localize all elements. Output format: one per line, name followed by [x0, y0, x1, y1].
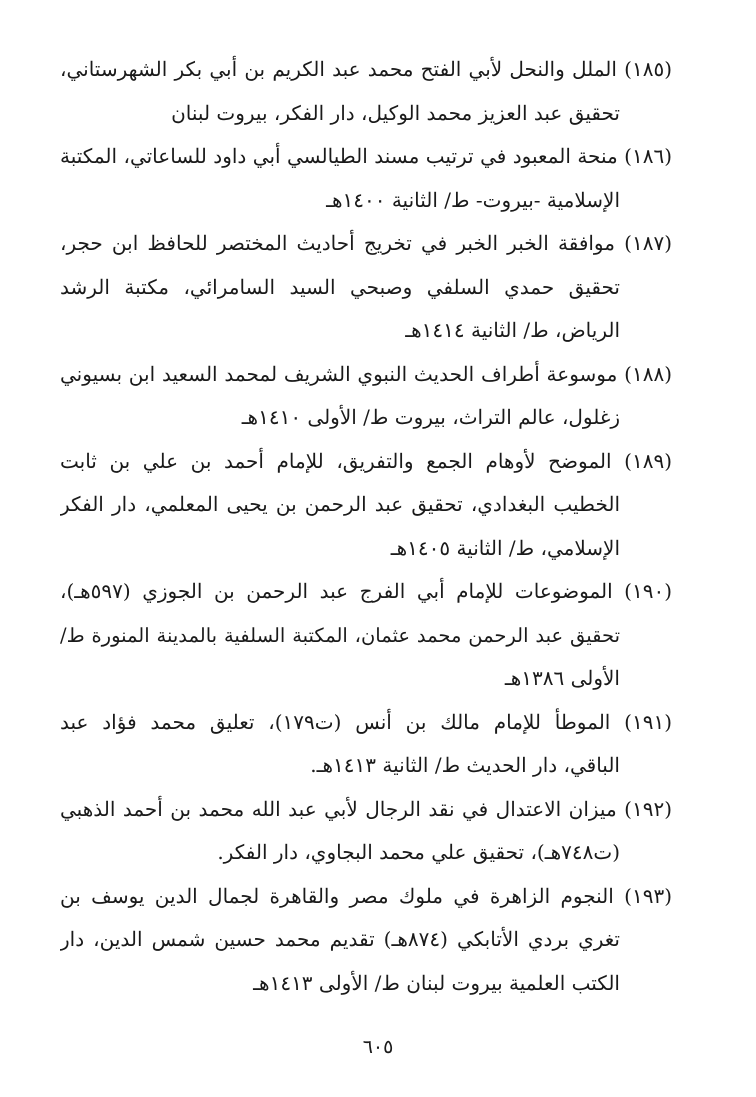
entry-line: الإسلامية -بيروت- ط/ الثانية ١٤٠٠هـ [326, 187, 620, 212]
entry-line: الكتب العلمية بيروت لبنان ط/ الأولى ١٤١٣هـ [253, 970, 620, 995]
entry-line: (١٨٥) الملل والنحل لأبي الفتح محمد عبد الكريم بن أبي بكر الشهرستاني، [60, 57, 672, 81]
bibliography-list [60, 48, 672, 1005]
bibliography-entry-189 [60, 440, 672, 571]
entry-line: (١٨٩) الموضح لأوهام الجمع والتفريق، للإمام أحمد بن علي بن ثابت [60, 448, 672, 473]
entry-line: (١٨٨) موسوعة أطراف الحديث النبوي الشريف لمحمد السعيد ابن بسيوني [60, 361, 672, 386]
entry-line: تحقيق حمدي السلفي وصبحي السيد السامرائي، مكتبة الرشد [60, 274, 620, 299]
entry-line: الباقي، دار الحديث ط/ الثانية ١٤١٣هـ. [310, 753, 620, 777]
entry-line: الرياض، ط/ الثانية ١٤١٤هـ [405, 318, 620, 342]
bibliography-entry-185 [60, 48, 672, 135]
entry-line: الإسلامي، ط/ الثانية ١٤٠٥هـ [390, 535, 620, 560]
entry-line: تحقيق عبد الرحمن محمد عثمان، المكتبة السلفية بالمدينة المنورة ط/ [60, 623, 620, 647]
entry-line: تحقيق عبد العزيز محمد الوكيل، دار الفكر، بيروت لبنان [171, 100, 620, 125]
bibliography-entry-188 [60, 353, 672, 440]
entry-line: (١٨٦) منحة المعبود في ترتيب مسند الطيالسي أبي داود للساعاتي، المكتبة [60, 144, 672, 168]
bibliography-entry-193 [60, 875, 672, 1006]
bibliography-entry-190 [60, 570, 672, 701]
entry-line: (١٨٧) موافقة الخبر الخبر في تخريج أحاديث المختصر للحافظ ابن حجر، [60, 231, 672, 255]
entry-line: الخطيب البغدادي، تحقيق عبد الرحمن بن يحيى المعلمي، دار الفكر [60, 492, 620, 516]
bibliography-entry-192 [60, 788, 672, 875]
entry-line: الأولى ١٣٨٦هـ [504, 666, 620, 690]
entry-line: (١٩١) الموطأ للإمام مالك بن أنس (ت١٧٩)، تعليق محمد فؤاد عبد [60, 709, 672, 734]
entry-line: زغلول، عالم التراث، بيروت ط/ الأولى ١٤١٠هـ [241, 405, 620, 429]
entry-line: تغري بردي الأتابكي (٨٧٤هـ) تقديم محمد حسين شمس الدين، دار [60, 927, 620, 951]
entry-line: (ت٧٤٨هـ)، تحقيق علي محمد البجاوي، دار الفكر. [217, 840, 620, 864]
bibliography-entry-191 [60, 701, 672, 788]
entry-line: (١٩٠) الموضوعات للإمام أبي الفرج عبد الرحمن بن الجوزي (٥٩٧هـ)، [60, 579, 672, 603]
entry-line: (١٩٢) ميزان الاعتدال في نقد الرجال لأبي عبد الله محمد بن أحمد الذهبي [60, 796, 672, 821]
bibliography-entry-187 [60, 222, 672, 353]
page-number: ٦٠٥ [362, 1036, 394, 1058]
entry-line: (١٩٣) النجوم الزاهرة في ملوك مصر والقاهرة لجمال الدين يوسف بن [60, 883, 672, 908]
bibliography-entry-186 [60, 135, 672, 222]
